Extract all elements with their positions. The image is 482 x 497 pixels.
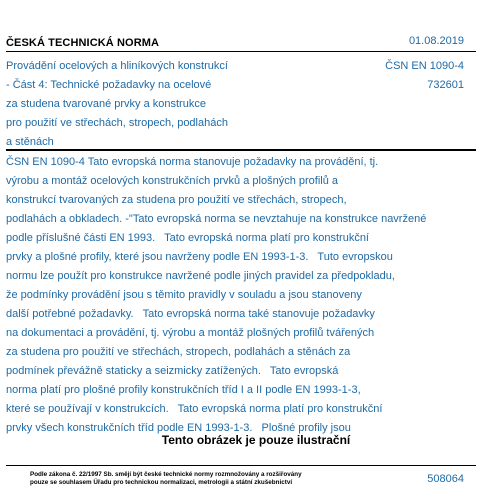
- title-line: za studena tvarované prvky a konstrukce: [6, 98, 206, 110]
- copyright-line: Podle zákona č. 22/1997 Sb. smějí být české technické normy rozmnožovány a rozšiřovány: [30, 471, 302, 478]
- standard-code-block: [385, 57, 464, 95]
- copyright-line: pouze se souhlasem Úřadu pro technickou normalizaci, metrologii a státní zkušebnictví: [30, 479, 293, 486]
- abstract-text: [6, 153, 476, 438]
- body-line: konstrukcí tvarovaných za studena pro použití ve střechách, stropech,: [6, 194, 347, 206]
- body-line: normu lze použít pro konstrukce navržené podle jiných pravidel za předpokladu,: [6, 270, 395, 282]
- top-divider: [6, 51, 476, 52]
- classification-number: 732601: [427, 79, 464, 91]
- body-line: podle příslušné části EN 1993. Tato evropská norma platí pro konstrukční: [6, 232, 369, 244]
- body-line: výrobu a montáž ocelových konstrukčních prvků a plošných profilů a: [6, 175, 338, 187]
- publication-date: 01.08.2019: [408, 35, 464, 47]
- body-line: na dokumentaci a provádění, tj. výrobu a montáž plošných profilů tvářených: [6, 327, 375, 339]
- body-line: norma platí pro plošné profily konstrukčních tříd I a II podle EN 1993-1-3,: [6, 384, 361, 396]
- body-line: ČSN EN 1090-4 Tato evropská norma stanovuje požadavky na provádění, tj.: [6, 156, 379, 168]
- body-line: které se používají v konstrukcích. Tato evropská norma platí pro konstrukční: [6, 403, 383, 415]
- illustration-note: Tento obrázek je pouze ilustrační: [161, 433, 351, 447]
- standard-name: ČESKÁ TECHNICKÁ NORMA: [6, 37, 160, 49]
- title-line: - Část 4: Technické požadavky na ocelové: [6, 79, 212, 91]
- body-line: prvky všech konstrukčních tříd podle EN 1993-1-3. Plošné profily jsou: [6, 422, 351, 434]
- standard-code: ČSN EN 1090-4: [385, 60, 464, 72]
- body-line: že podmínky provádění jsou s těmito pravidly v souladu a jsou stanoveny: [6, 289, 362, 301]
- copyright-note: [30, 471, 390, 487]
- standard-title: [6, 57, 276, 152]
- body-line: podmínek převážně staticky a seizmicky zatížených. Tato evropská: [6, 365, 339, 377]
- section-divider: [6, 149, 476, 151]
- body-line: podlahách a obkladech. -"Tato evropská norma se nevztahuje na konstrukce navržené: [6, 213, 427, 225]
- title-line: a stěnách: [6, 136, 54, 148]
- body-line: další potřebné požadavky. Tato evropská norma také stanovuje požadavky: [6, 308, 375, 320]
- body-line: za studena pro použití ve střechách, stropech, podlahách a stěnách za: [6, 346, 351, 358]
- footer-divider: [6, 465, 476, 466]
- body-line: prvky a plošné profily, které jsou navrženy podle EN 1993-1-3. Tuto evropskou: [6, 251, 393, 263]
- title-line: Provádění ocelových a hliníkových konstrukcí: [6, 60, 228, 72]
- document-number: 508064: [427, 473, 464, 485]
- title-line: pro použití ve střechách, stropech, podlahách: [6, 117, 228, 129]
